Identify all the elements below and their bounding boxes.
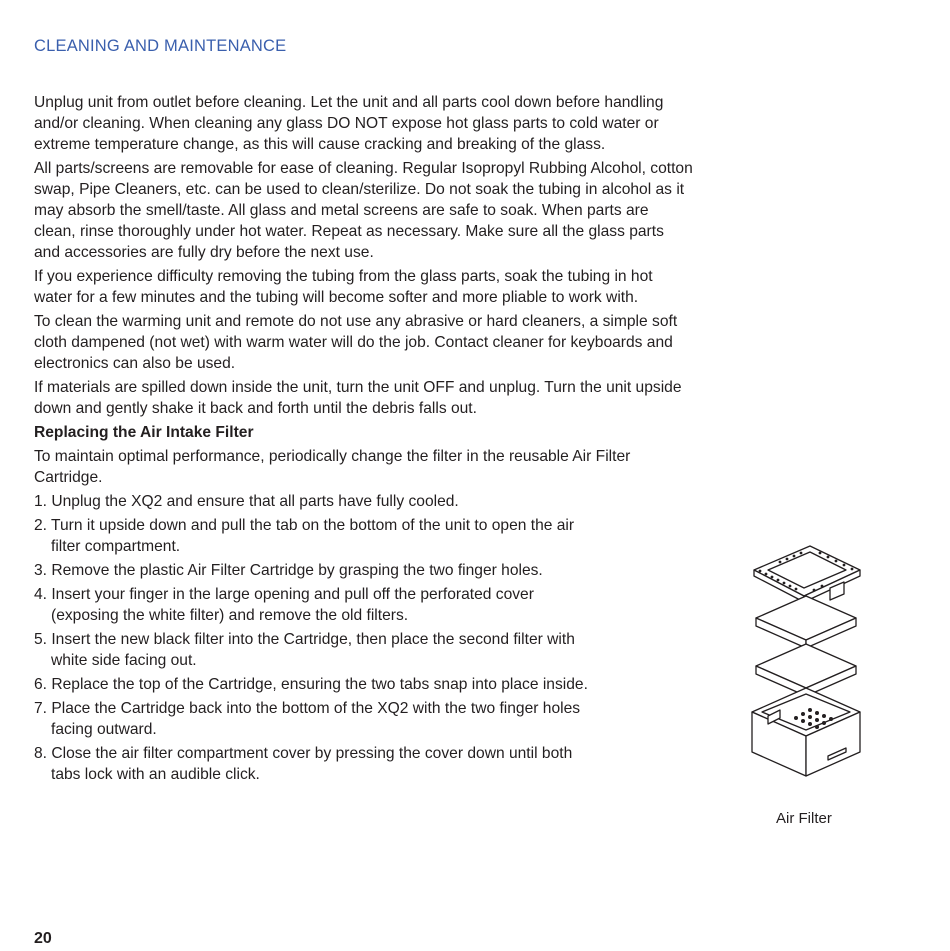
step-text: 4. Insert your finger in the large opening and pull off the perforated cover xyxy=(34,586,534,603)
step-text-continued: (exposing the white filter) and remove the old filters. xyxy=(51,607,409,624)
step-text: 1. Unplug the XQ2 and ensure that all parts have fully cooled. xyxy=(34,493,459,510)
step-text: 3. Remove the plastic Air Filter Cartridge by grasping the two finger holes. xyxy=(34,562,543,579)
step-text: 2. Turn it upside down and pull the tab on the bottom of the unit to open the air xyxy=(34,517,575,534)
paragraph: Unplug unit from outlet before cleaning. Let the unit and all parts cool down before handling and/or cleaning. When cleaning any glass DO NOT expose hot glass parts to cold water or extreme temperature change, as this will cause cracking and breaking of the glass. xyxy=(34,94,664,153)
paragraph: If materials are spilled down inside the unit, turn the unit OFF and unplug. Turn the unit upside down and gently shake it back and forth until the debris falls out. xyxy=(34,379,682,417)
step-text-continued: facing outward. xyxy=(51,721,157,738)
list-item xyxy=(34,629,694,671)
filter-steps-list xyxy=(34,491,694,785)
list-item xyxy=(34,515,694,557)
step-text: 6. Replace the top of the Cartridge, ensuring the two tabs snap into place inside. xyxy=(34,676,588,693)
paragraph: To clean the warming unit and remote do not use any abrasive or hard cleaners, a simple soft cloth dampened (not wet) with warm water will do the job. Contact cleaner for keyboards and electronics can also be used. xyxy=(34,313,678,372)
step-text-continued: white side facing out. xyxy=(51,652,197,669)
air-filter-exploded-icon xyxy=(740,540,870,790)
list-item xyxy=(34,560,694,581)
step-text-continued: tabs lock with an audible click. xyxy=(51,766,260,783)
list-item xyxy=(34,584,694,626)
step-text: 5. Insert the new black filter into the Cartridge, then place the second filter with xyxy=(34,631,575,648)
section-title: CLEANING AND MAINTENANCE xyxy=(34,37,287,55)
step-text: 8. Close the air filter compartment cover by pressing the cover down until both xyxy=(34,745,573,762)
main-content xyxy=(34,92,694,788)
page-number: 20 xyxy=(34,930,52,947)
air-filter-diagram xyxy=(740,540,870,790)
list-item xyxy=(34,698,694,740)
figure-caption: Air Filter xyxy=(776,810,832,827)
list-item xyxy=(34,491,694,512)
step-text: 7. Place the Cartridge back into the bottom of the XQ2 with the two finger holes xyxy=(34,700,581,717)
paragraph: If you experience difficulty removing the tubing from the glass parts, soak the tubing in hot water for a few minutes and the tubing will become softer and more pliable to work with. xyxy=(34,268,653,306)
filter-section-intro: To maintain optimal performance, periodically change the filter in the reusable Air Filter Cartridge. xyxy=(34,448,631,486)
paragraph: All parts/screens are removable for ease of cleaning. Regular Isopropyl Rubbing Alcohol, cotton swap, Pipe Cleaners, etc. can be used to clean/sterilize. Do not soak the tubing in alcohol as it may absorb the smell/taste. All glass and metal screens are safe to soak. When parts are clean, rinse thoroughly under hot water. Repeat as necessary. Make sure all the glass parts and accessories are fully dry before the next use. xyxy=(34,160,693,261)
step-text-continued: filter compartment. xyxy=(51,538,181,555)
list-item xyxy=(34,674,694,695)
filter-section-heading: Replacing the Air Intake Filter xyxy=(34,424,254,441)
list-item xyxy=(34,743,694,785)
